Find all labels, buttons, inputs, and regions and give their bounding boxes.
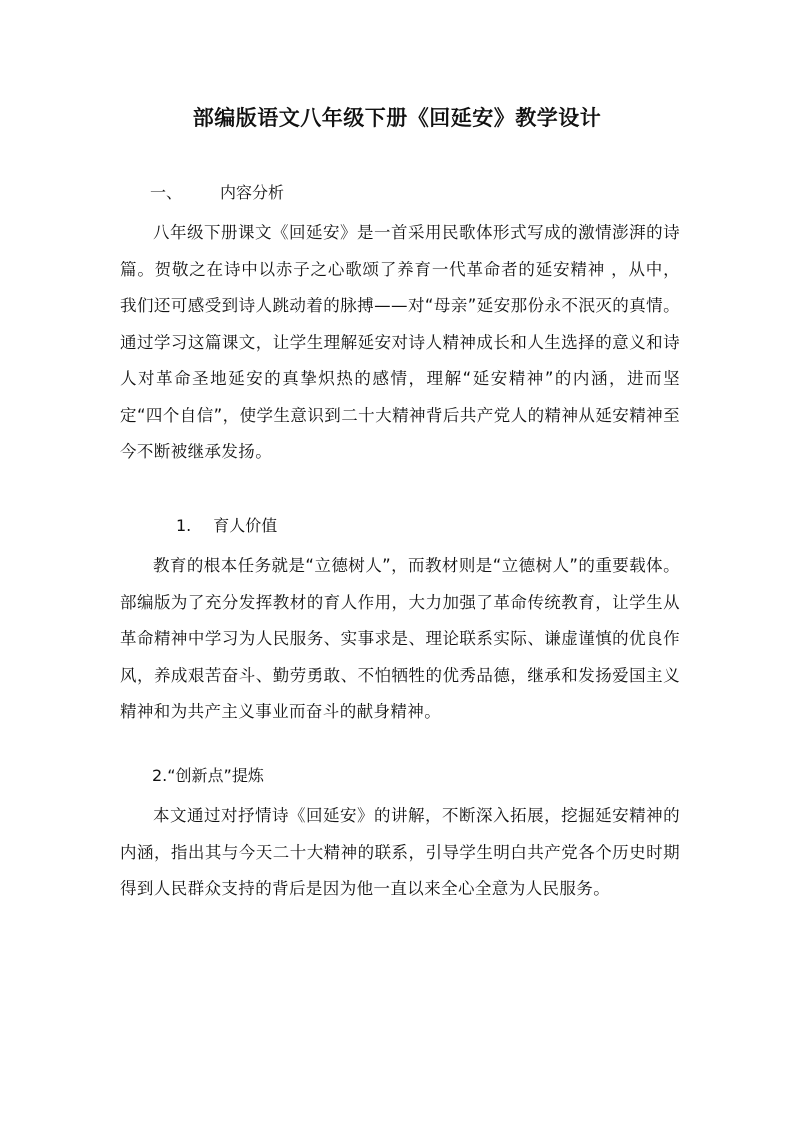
subsection-number: 1. <box>176 516 192 535</box>
subsection-heading-innovation: 2.“创新点”提炼 <box>152 766 264 785</box>
paragraph-innovation: 本文通过对抒情诗《回延安》的讲解，不断深入拓展，挖掘延安精神的内涵，指出其与今天二十大精神的联系，引导学生明白共产党各个历史时期得到人民群众支持的背后是因为他一直以来全心全意为人民服务。 <box>120 806 680 898</box>
subsection-label: 育人价值 <box>213 516 278 535</box>
section-label: 内容分析 <box>220 183 285 202</box>
paragraph-content-analysis: 八年级下册课文《回延安》是一首采用民歌体形式写成的激情澎湃的诗篇。贺敬之在诗中以赤子之心歌颂了养育一代革命者的延安精神 ，从中，我们还可感受到诗人跳动着的脉搏——对“母亲”延安那份永不泯灭的真情。通过学习这篇课文，让学生理解延安对诗人精神成长和人生选择的意义和诗人对革命圣地延安的真挚炽热的感情，理解“延安精神”的内涵，进而坚定“四个自信”，使学生意识到二十大精神背后共产党人的精神从延安精神至今不断被继承发扬。 <box>120 223 680 461</box>
section-heading-content-analysis <box>150 181 284 205</box>
section-number: 一、 <box>150 183 183 202</box>
paragraph-educational-value: 教育的根本任务就是“立德树人”，而教材则是“立德树人”的重要载体。部编版为了充分发挥教材的育人作用，大力加强了革命传统教育，让学生从革命精神中学习为人民服务、实事求是、理论联系实际、谦虚谨慎的优良作风，养成艰苦奋斗、勤劳勇敢、不怕牺牲的优秀品德，继承和发扬爱国主义精神和为共产主义事业而奋斗的献身精神。 <box>120 556 680 721</box>
document-title: 部编版语文八年级下册《回延安》教学设计 <box>192 106 602 130</box>
subsection-heading-educational-value <box>176 514 277 538</box>
